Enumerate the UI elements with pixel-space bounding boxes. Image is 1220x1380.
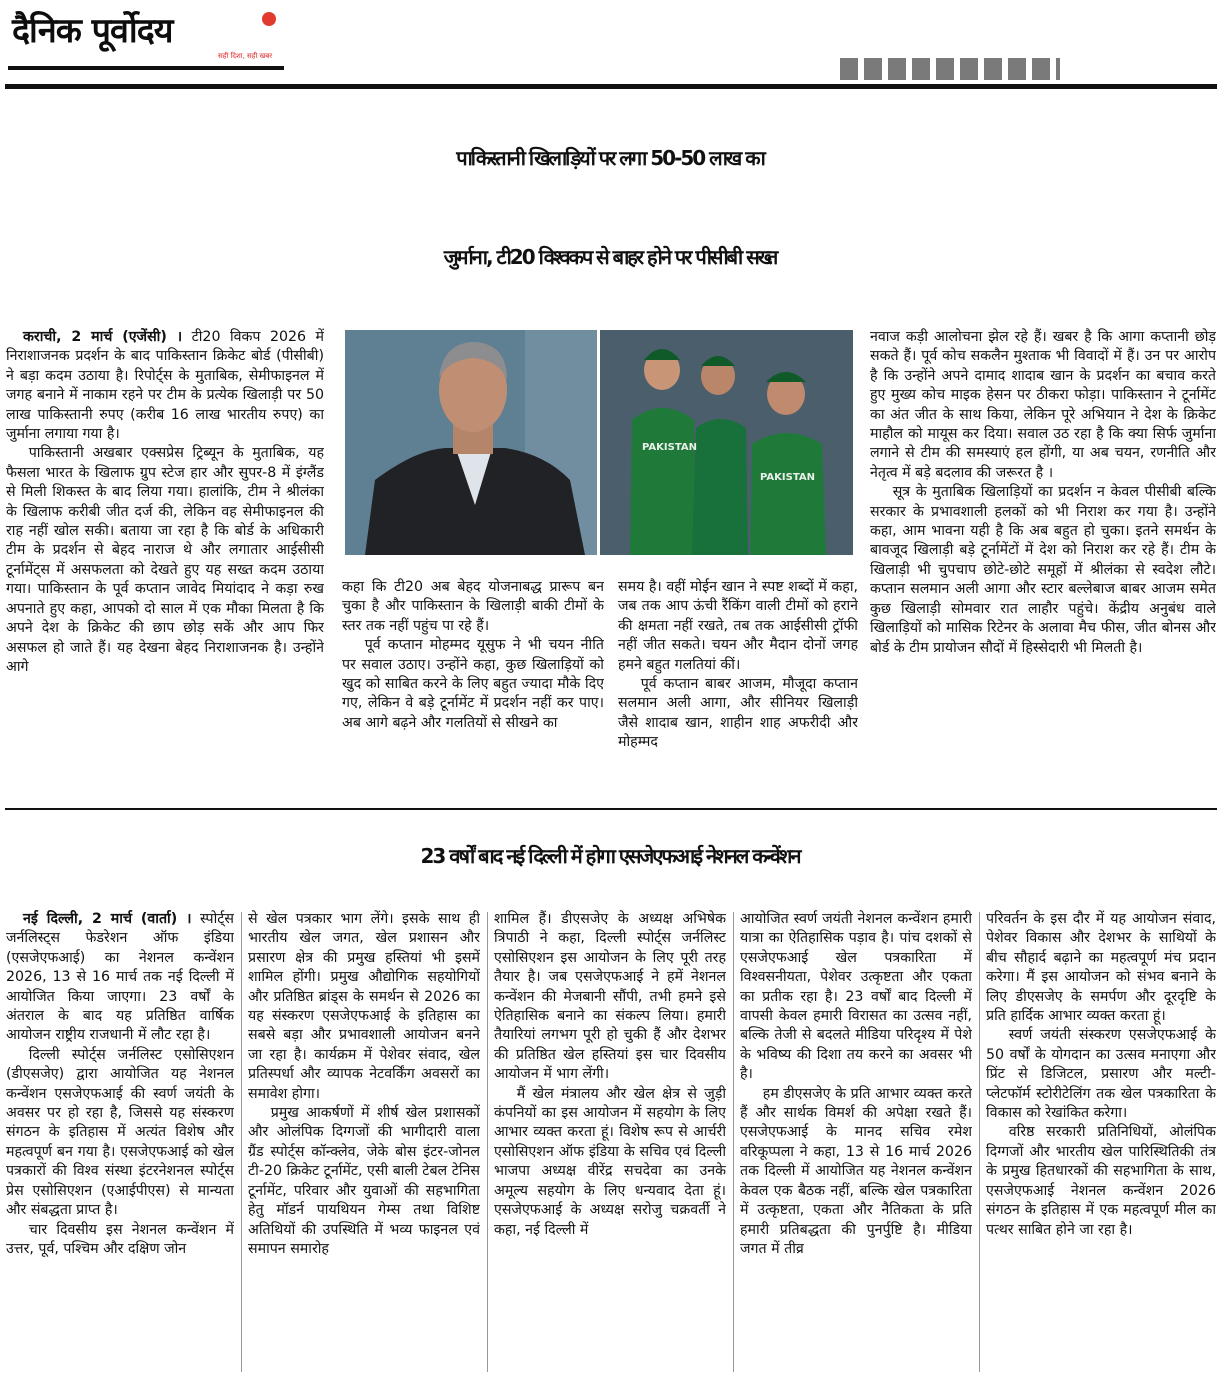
story2-col2-para1: से खेल पत्रकार भाग लेंगे। इसके साथ ही भारतीय खेल जगत, खेल प्रशासन और प्रसारण क्षेत्र की प्रमुख हस्तियां भी इसमें शामिल होंगी। प्रमुख औद्योगिक सहयोगियों और प्रतिष्ठित ब्रांड्स के समर्थन से 2026 का यह संस्करण एसजेएफआई के इतिहास का सबसे बड़ा और प्रभावशाली आयोजन बनने जा रहा है। कार्यक्रम में पेशेवर संवाद, खेल प्रतिस्पर्धा और व्यापक नेटवर्किंग अवसरों का समावेश होगा। (248, 911, 480, 1102)
bleedthrough-text-graphic (840, 58, 1060, 80)
story1-col3-para2: पूर्व कप्तान बाबर आजम, मौजूदा कप्तान सलमान अली आगा, और सीनियर खिलाड़ी जैसे शादाब खान, शाहीन शाह अफरीदी और मोहम्मद (618, 676, 858, 751)
story2-col1-para2: दिल्ली स्पोर्ट्स जर्नलिस्ट एसोसिएशन (डीएसजेए) द्वारा आयोजित यह नेशनल कन्वेंशन एसजेएफआई की स्वर्ण जयंती के अवसर पर हो रहा है, जिससे यह संस्करण संगठन के इतिहास में अत्यंत विशेष और महत्वपूर्ण बन गया है। एसजेएफआई को खेल पत्रकारों की विश्व संस्था इंटरनेशनल स्पोर्ट्स प्रेस एसोसिएशन (एआईपीएस) से मान्यता और संबद्धता प्राप्त है। (6, 1046, 234, 1219)
story1-column-1 (6, 328, 324, 806)
story-divider (5, 808, 1217, 810)
story1-headline-line1: पाकिस्तानी खिलाड़ियों पर लगा 50-50 लाख का (456, 146, 764, 170)
column-rule (979, 912, 980, 1372)
story1-col2-para1: कहा कि टी20 अब बेहद योजनाबद्ध प्रारूप बन चुका है और पाकिस्तान के खिलाड़ी बाकी टीमों के स्तर तक नहीं पहुंच पा रहे हैं। (342, 579, 604, 634)
tagline: सही दिशा, सही खबर (218, 52, 273, 60)
official-photo (345, 330, 597, 555)
story1-col4-para2: सूत्र के मुताबिक खिलाड़ियों का प्रदर्शन न केवल पीसीबी बल्कि सरकार के प्रभावशाली हलकों को भी निराश कर गया है। उन्होंने कहा, आम भावना यही है कि अब बहुत हो चुका। इतने समर्थन के बावजूद खिलाड़ी बड़े टूर्नामेंटों में देश को निराश कर रहे हैं। टीम के खिलाड़ी भी चुपचाप छोटे-छोटे समूहों में श्रीलंका से स्वदेश लौटे। कप्तान सलमान अली आगा और स्टार बल्लेबाज बाबर आजम समेत कुछ खिलाड़ी सोमवार रात लाहौर पहुंचे। केंद्रीय अनुबंध वाले खिलाड़ियों को मासिक रिटेनर के अलावा मैच फीस, जीत बोनस और बोर्ड के टीम प्रायोजन सौदों में हिस्सेदारी भी मिलती है। (870, 484, 1216, 656)
story1-col4-para1: नवाज कड़ी आलोचना झेल रहे हैं। खबर है कि आगा कप्तानी छोड़ सकते हैं। पूर्व कोच सकलैन मुश्ताक भी विवादों में हैं। उन पर आरोप है कि उन्होंने अपने दामाद शादाब खान के प्रदर्शन का बचाव करते हुए मुख्य कोच माइक हेसन पर ठीकरा फोड़ा। पाकिस्तान ने टूर्नामेंट का अंत जीत के साथ किया, लेकिन पूरे अभियान ने देश के क्रिकेट माहौल को मायूस कर दिया। सवाल उठ रहा है कि क्या सिर्फ जुर्माना लगाने से टीम की समस्याएं हल होंगी, या अब चयन, रणनीति और नेतृत्व में बड़े बदलाव की जरूरत है । (870, 329, 1216, 481)
story1-col1-para2: पाकिस्तानी अखबार एक्सप्रेस ट्रिब्यून के मुताबिक, यह फैसला भारत के खिलाफ ग्रुप स्टेज हार और सुपर-8 में इंग्लैंड से मिली शिकस्त के बाद लिया गया। हालांकि, टीम ने श्रीलंका के खिलाफ करीबी जीत दर्ज की, लेकिन वह सेमीफाइनल की राह नहीं खोल सकी। बताया जा रहा है कि बोर्ड के अधिकारी टीम के प्रदर्शन से बेहद नाराज थे और लगातार आईसीसी टूर्नामेंट्स में असफलता को देखते हुए यह सख्त कदम उठाया गया। पाकिस्तान के पूर्व कप्तान जावेद मियांदाद ने कड़ा रुख अपनाते हुए कहा, आपको दो साल में एक मौका मिलता है कि अपने देश के क्रिकेट की छाप छोड़ सकें और आप फिर असफल हो जाते हैं। यह देखना बेहद निराशाजनक है। उन्होंने आगे (6, 445, 324, 675)
story1-col1-para1: कराची, 2 मार्च (एजेंसी) । टी20 विकप 2026 में निराशाजनक प्रदर्शन के बाद पाकिस्तान क्रिकेट बोर्ड (पीसीबी) ने बड़ा कदम उठाया है। रिपोर्ट्स के मुताबिक, सेमीफाइनल में जगह बनाने में नाकाम रहने पर टीम के प्रत्येक खिलाड़ी पर 50 लाख पाकिस्तानी रुपए (करीब 16 लाख भारतीय रुपए) का जुर्माना लगाया गया है। (6, 329, 324, 443)
official-portrait-graphic (345, 330, 597, 555)
story1-column-2 (342, 578, 604, 806)
story1-headline-line2: जुर्माना, टी20 विश्वकप से बाहर होने पर पीसीबी सख्त (443, 245, 777, 269)
logo-underline (8, 66, 284, 70)
column-rule (241, 912, 242, 1372)
jersey-text: PAKISTAN (642, 442, 697, 453)
players-photo (600, 330, 853, 555)
story1-column-3 (618, 578, 858, 806)
story2-col5-para2: स्वर्ण जयंती संस्करण एसजेएफआई के 50 वर्षों के योगदान का उत्सव मनाएगा और प्रिंट से डिजिटल, प्रसारण और मल्टी-प्लेटफॉर्म स्टोरीटेलिंग तक खेल पत्रकारिता के विकास को रेखांकित करेगा। (986, 1027, 1216, 1122)
masthead-rule (5, 84, 1217, 89)
story2-headline: 23 वर्षों बाद नई दिल्ली में होगा एसजेएफआई नेशनल कन्वेंशन (420, 844, 800, 868)
story2-col4-para2: हम डीएसजेए के प्रति आभार व्यक्त करते हैं और सार्थक विमर्श की अपेक्षा रखते हैं। एसजेएफआई के मानद सचिव रमेश वरिकूप्पला ने कहा, 13 से 16 मार्च 2026 तक दिल्ली में आयोजित यह नेशनल कन्वेंशन केवल एक बैठक नहीं, बल्कि खेल पत्रकारिता में उत्कृष्टता, एकता और नैतिकता के प्रति हमारी प्रतिबद्धता की पुनर्पुष्टि है। मीडिया जगत में तीव्र (740, 1085, 972, 1257)
story2-col1-para3: चार दिवसीय इस नेशनल कन्वेंशन में उत्तर, पूर्व, पश्चिम और दक्षिण जोन (6, 1221, 234, 1257)
story2-col4-para1: आयोजित स्वर्ण जयंती नेशनल कन्वेंशन हमारी यात्रा का ऐतिहासिक पड़ाव है। पांच दशकों से एसजेएफआई खेल पत्रकारिता में विश्वसनीयता, पेशेवर उत्कृष्टता और एकता का प्रतीक रहा है। 23 वर्षों बाद दिल्ली में वापसी केवल हमारी विरासत का उत्सव नहीं, बल्कि तेजी से बदलते मीडिया परिदृश्य में पेशे के भविष्य की दिशा तय करने का अवसर भी है। (740, 911, 972, 1083)
story1-col3-para1: समय है। वहीं मोईन खान ने स्पष्ट शब्दों में कहा, जब तक आप ऊंची रैंकिंग वाली टीमों को हराने की क्षमता नहीं रखते, तब तक आईसीसी ट्रॉफी नहीं जीत सकते। चयन और मैदान दोनों जगह हमने बहुत गलतियां कीं। (618, 579, 858, 673)
masthead (0, 0, 1220, 90)
story2-col1-para1: नई दिल्ली, 2 मार्च (वार्ता) । स्पोर्ट्स जर्नलिस्ट्स फेडरेशन ऑफ इंडिया (एसजेएफआई) का नेशनल कन्वेंशन 2026, 13 से 16 मार्च तक नई दिल्ली में आयोजित किया जाएगा। 23 वर्षों के अंतराल के बाद यह प्रतिष्ठित वार्षिक आयोजन राष्ट्रीय राजधानी में लौट रहा है। (6, 911, 234, 1044)
story1-column-4 (870, 328, 1216, 806)
column-rule (487, 912, 488, 1372)
logo-dot-icon (262, 12, 276, 26)
jersey-text-2: PAKISTAN (760, 472, 815, 483)
story1-dateline: कराची, 2 मार्च (एजेंसी) । (23, 329, 183, 345)
story2-col5-para1: परिवर्तन के इस दौर में यह आयोजन संवाद, पेशेवर विकास और देशभर के साथियों के बीच सौहार्द बढ़ाने का महत्वपूर्ण मंच प्रदान करेगा। मैं इस आयोजन को संभव बनाने के लिए डीएसजेए के समर्पण और दूरदृष्टि के प्रति हार्दिक आभार व्यक्त करता हूं। (986, 911, 1216, 1025)
story2-col5-para3: वरिष्ठ सरकारी प्रतिनिधियों, ओलंपिक दिग्गजों और भारतीय खेल पारिस्थितिकी तंत्र के प्रमुख हितधारकों की सहभागिता के साथ, एसजेएफआई नेशनल कन्वेंशन 2026 संगठन के इतिहास में एक महत्वपूर्ण मील का पत्थर साबित होने जा रहा है। (986, 1124, 1216, 1238)
story1-col2-para2: पूर्व कप्तान मोहम्मद यूसुफ ने भी चयन नीति पर सवाल उठाए। उन्होंने कहा, कुछ खिलाड़ियों को खुद को साबित करने के लिए बहुत ज्यादा मौके दिए गए, लेकिन वे बड़े टूर्नामेंट में प्रदर्शन नहीं कर पाए। अब आगे बढ़ने और गलतियों से सीखने का (342, 637, 604, 731)
story2-col3-para1: शामिल हैं। डीएसजेए के अध्यक्ष अभिषेक त्रिपाठी ने कहा, दिल्ली स्पोर्ट्स जर्नलिस्ट एसोसिएशन इस आयोजन के लिए पूरी तरह तैयार है। जब एसजेएफआई ने हमें नेशनल कन्वेंशन की मेजबानी सौंपी, तभी हमने इसे ऐतिहासिक बनाने का संकल्प लिया। हमारी तैयारियां लगभग पूरी हो चुकी हैं और देशभर की प्रतिष्ठित खेल हस्तियां इस चार दिवसीय आयोजन में भाग लेंगी। (494, 911, 726, 1083)
story2-column-5 (986, 910, 1216, 1376)
story2-column-2 (248, 910, 480, 1376)
story2-column-3 (494, 910, 726, 1376)
newspaper-logo: दैनिक पूर्वोदय (12, 11, 173, 51)
pakistan-players-graphic (600, 330, 853, 555)
story2-column-1 (6, 910, 234, 1376)
story2-col3-para2: मैं खेल मंत्रालय और खेल क्षेत्र से जुड़ी कंपनियों का इस आयोजन में सहयोग के लिए आभार व्यक्त करता हूं। विशेष रूप से आर्चरी एसोसिएशन ऑफ इंडिया के सचिव एवं दिल्ली भाजपा अध्यक्ष वीरेंद्र सचदेवा का उनके अमूल्य सहयोग के लिए धन्यवाद देता हूं। एसजेएफआई के अध्यक्ष सरोजु चक्रवर्ती ने कहा, नई दिल्ली में (494, 1085, 726, 1238)
column-rule (733, 912, 734, 1372)
story2-column-4 (740, 910, 972, 1376)
story2-dateline: नई दिल्ली, 2 मार्च (वार्ता) । (23, 911, 192, 927)
story2-col2-para2: प्रमुख आकर्षणों में शीर्ष खेल प्रशासकों और ओलंपिक दिग्गजों की भागीदारी वाला ग्रैंड स्पोर्ट्स कॉन्क्लेव, जेके बोस इंटर-जोनल टी-20 क्रिकेट टूर्नामेंट, एसी बाली टेबल टेनिस टूर्नामेंट, परिवार और युवाओं की सहभागिता हेतु मॉडर्न पायथियन गेम्स तथा विशिष्ट अतिथियों की उपस्थिति में भव्य फाइनल एवं समापन समारोह (248, 1105, 480, 1257)
